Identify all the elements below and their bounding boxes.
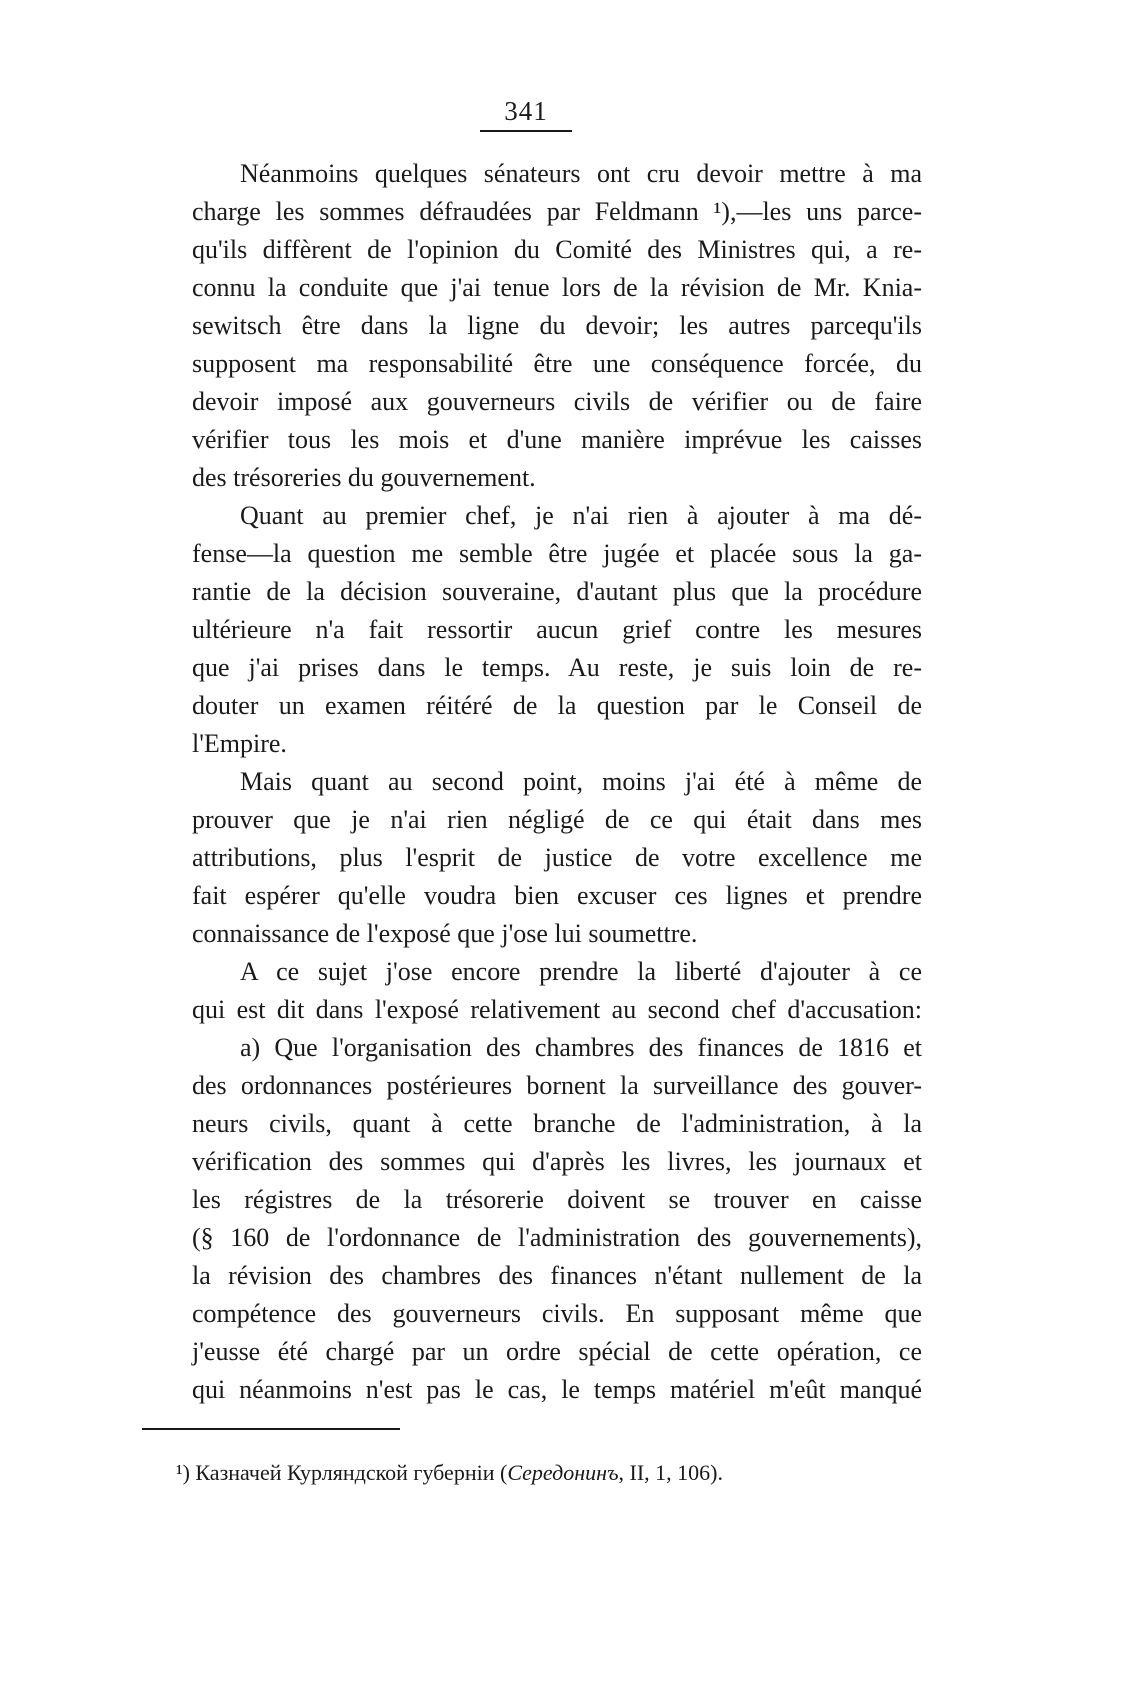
paragraph	[142, 1029, 922, 1409]
text-line: devoir imposé aux gouverneurs civils de vérifier ou de faire	[192, 387, 922, 416]
page-number: 341	[504, 96, 548, 126]
paragraph	[142, 155, 922, 497]
footnote	[176, 1458, 723, 1488]
body-text	[142, 155, 922, 1409]
text-line: attributions, plus l'esprit de justice de votre excellence me	[192, 843, 922, 872]
text-line: fense—la question me semble être jugée et placée sous la ga-	[192, 539, 922, 568]
text-line: j'eusse été chargé par un ordre spécial de cette opération, ce	[192, 1337, 922, 1366]
footnote-italic: Середонинъ	[507, 1460, 619, 1485]
text-line: compétence des gouverneurs civils. En supposant même que	[192, 1299, 922, 1328]
text-line: la révision des chambres des finances n'étant nullement de la	[192, 1261, 922, 1290]
text-line: neurs civils, quant à cette branche de l'administration, à la	[192, 1109, 922, 1138]
text-line: les régistres de la trésorerie doivent se trouver en caisse	[192, 1185, 922, 1214]
text-line: vérifier tous les mois et d'une manière imprévue les caisses	[192, 425, 922, 454]
footnote-text-end: , II, 1, 106).	[618, 1460, 723, 1485]
paragraph	[142, 953, 922, 1029]
footnote-marker: ¹)	[176, 1460, 190, 1485]
text-line: connaissance de l'exposé que j'ose lui soumettre.	[192, 919, 698, 948]
text-line: a) Que l'organisation des chambres des finances de 1816 et	[240, 1033, 922, 1062]
text-line: prouver que je n'ai rien négligé de ce qui était dans mes	[192, 805, 922, 834]
paragraph	[142, 497, 922, 763]
text-line: qui néanmoins n'est pas le cas, le temps matériel m'eût manqué	[192, 1375, 922, 1404]
text-line: l'Empire.	[192, 729, 287, 758]
text-line: fait espérer qu'elle voudra bien excuser ces lignes et prendre	[192, 881, 922, 910]
text-line: des trésoreries du gouvernement.	[192, 463, 536, 492]
text-line: ultérieure n'a fait ressortir aucun grief contre les mesures	[192, 615, 922, 644]
text-line: qui est dit dans l'exposé relativement au second chef d'accusation:	[192, 995, 922, 1024]
text-line: charge les sommes défraudées par Feldmann ¹),—les uns parce-	[192, 197, 922, 226]
text-line: rantie de la décision souveraine, d'autant plus que la procédure	[192, 577, 922, 606]
text-line: (§ 160 de l'ordonnance de l'administration des gouvernements),	[192, 1223, 922, 1252]
text-line: supposent ma responsabilité être une conséquence forcée, du	[192, 349, 922, 378]
text-line: A ce sujet j'ose encore prendre la liberté d'ajouter à ce	[240, 957, 922, 986]
text-line: que j'ai prises dans le temps. Au reste, je suis loin de re-	[192, 653, 922, 682]
text-line: vérification des sommes qui d'après les livres, les journaux et	[192, 1147, 922, 1176]
page-number-rule	[480, 130, 572, 132]
text-line: Quant au premier chef, je n'ai rien à ajouter à ma dé-	[240, 501, 922, 530]
text-line: des ordonnances postérieures bornent la surveillance des gouver-	[192, 1071, 922, 1100]
text-line: douter un examen réitéré de la question par le Conseil de	[192, 691, 922, 720]
footnote-rule	[142, 1428, 400, 1430]
text-line: Néanmoins quelques sénateurs ont cru devoir mettre à ma	[240, 159, 922, 188]
text-line: sewitsch être dans la ligne du devoir; les autres parcequ'ils	[192, 311, 922, 340]
paragraph	[142, 763, 922, 953]
text-line: qu'ils diffèrent de l'opinion du Comité des Ministres qui, a re-	[192, 235, 922, 264]
footnote-text: Казначей Курляндской губерніи (	[195, 1460, 508, 1485]
text-line: Mais quant au second point, moins j'ai été à même de	[240, 767, 922, 796]
text-line: connu la conduite que j'ai tenue lors de la révision de Mr. Knia-	[192, 273, 922, 302]
